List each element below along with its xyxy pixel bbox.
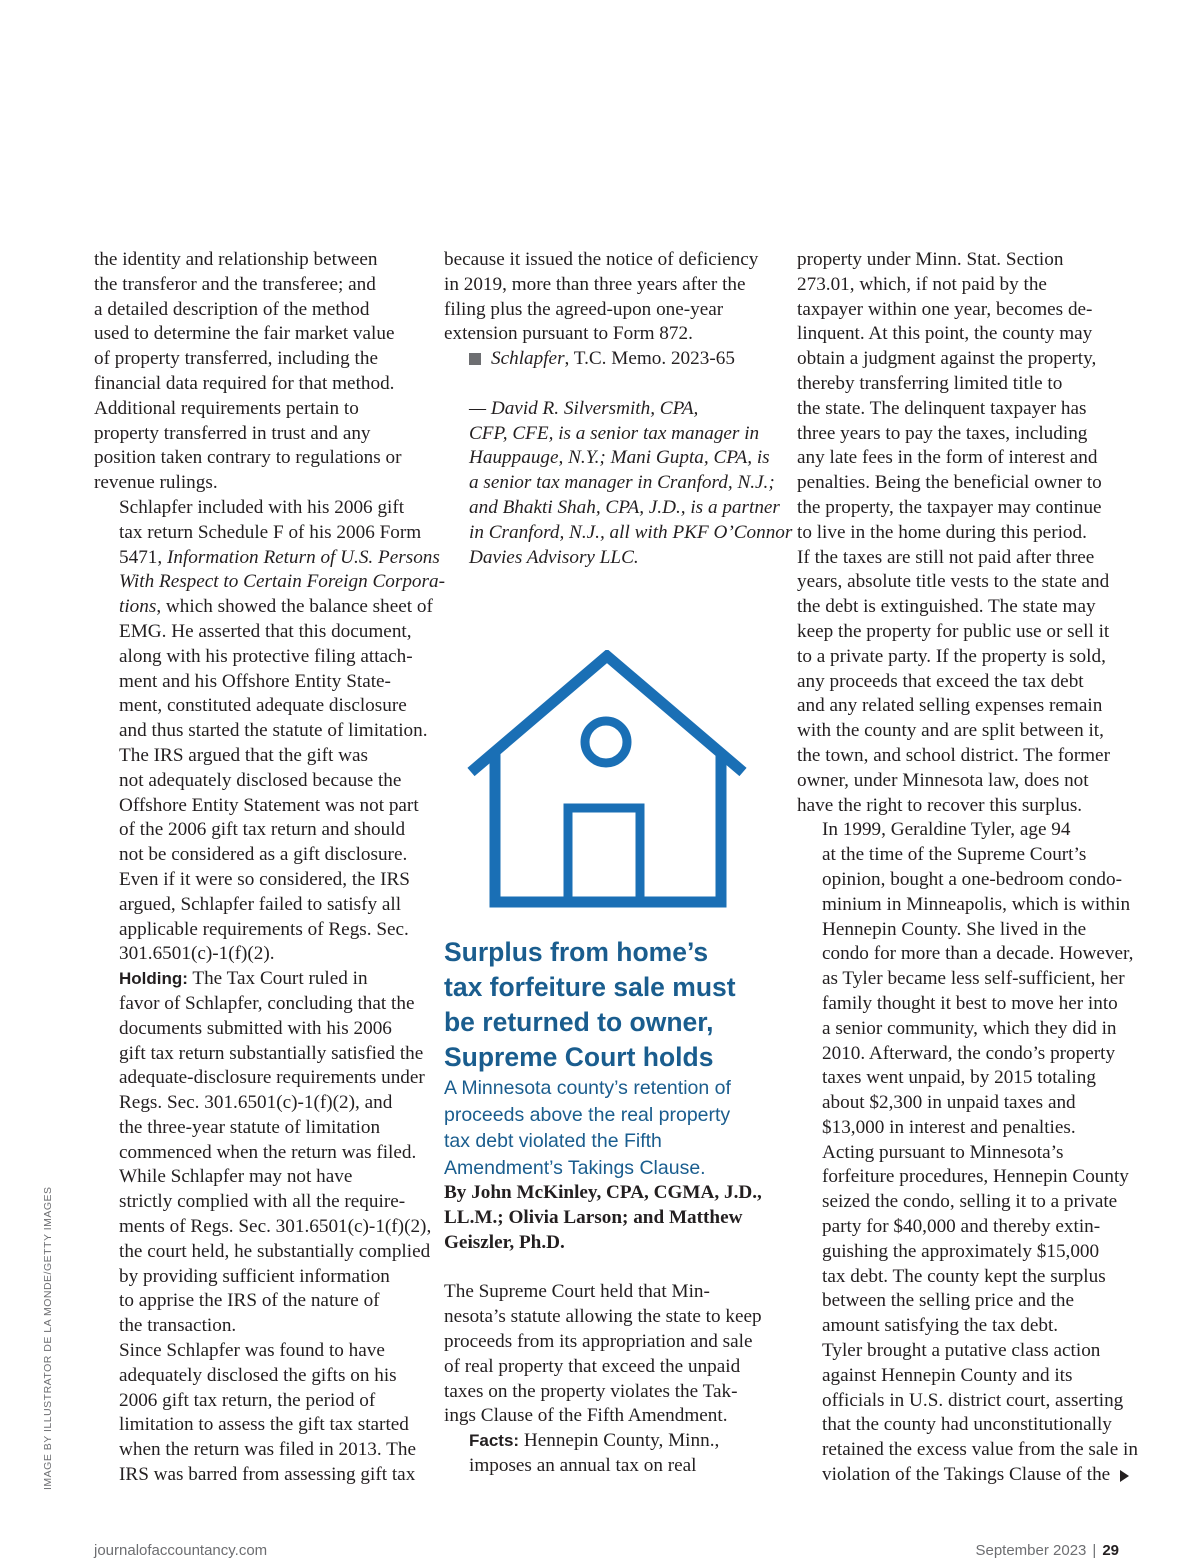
text-line: applicable requirements of Regs. Sec. (119, 918, 409, 940)
text-line: IRS was barred from assessing gift tax (119, 1464, 416, 1486)
issue-date: September 2023 (975, 1542, 1087, 1559)
text-line: adequate-disclosure requirements under (119, 1067, 425, 1089)
text-line: In 1999, Geraldine Tyler, age 94 (822, 819, 1071, 841)
case-citation: Schlapfer, T.C. Memo. 2023-65 (444, 347, 778, 372)
text-line: obtain a judgment against the property, (797, 348, 1097, 370)
text-line: years, absolute title vests to the state and (797, 571, 1110, 593)
text-line: filing plus the agreed-upon one-year (444, 298, 724, 320)
text-line: and Bhakti Shah, CPA, J.D., is a partner (469, 496, 780, 518)
headline (444, 935, 784, 1075)
text-line: the transferor and the transferee; and (94, 273, 376, 295)
text-line: LL.M.; Olivia Larson; and Matthew (444, 1206, 743, 1228)
text-line: when the return was filed in 2013. The (119, 1439, 416, 1461)
holding-label: Holding: (119, 969, 188, 989)
text-line: a senior community, which they did in (822, 1017, 1117, 1039)
text-line: — David R. Silversmith, CPA, (469, 397, 699, 419)
paragraph: Tyler brought a putative class action against Hennepin County and its officials in U.S. district court, asserting that the county had unconstitutionally retained the excess value from the sale in violation of the Takings Clause of the (797, 1339, 1127, 1488)
text-line: the property, the taxpayer may continue (797, 496, 1102, 518)
text-line: be returned to owner, (444, 1007, 714, 1037)
text-line: the state. The delinquent taxpayer has (797, 397, 1087, 419)
text-line: the debt is extinguished. The state may (797, 596, 1096, 618)
text-line: have the right to recover this surplus. (797, 794, 1083, 816)
text-line: Davies Advisory LLC. (469, 546, 639, 568)
form-title: tions (119, 596, 157, 618)
paragraph (797, 1141, 1127, 1339)
text-line: as Tyler became less self-sufficient, her (822, 968, 1125, 990)
text-line: to live in the home during this period. (797, 521, 1087, 543)
text-line: linquent. At this point, the county may (797, 323, 1093, 345)
paragraph (94, 248, 428, 496)
text-line: proceeds from its appropriation and sale (444, 1330, 753, 1352)
text-line: The Supreme Court held that Min- (444, 1281, 710, 1303)
text-line: the town, and school district. The former (797, 744, 1110, 766)
text-line: officials in U.S. district court, asserting (822, 1389, 1124, 1411)
text-line: to apprise the IRS of the nature of (119, 1290, 380, 1312)
text-line: EMG. He asserted that this document, (119, 620, 412, 642)
text-line: If the taxes are still not paid after three (797, 546, 1095, 568)
square-bullet-icon (469, 353, 481, 365)
text-line: ings Clause of the Fifth Amendment. (444, 1405, 728, 1427)
text-line: 2006 gift tax return, the period of (119, 1389, 376, 1411)
article-authors (444, 1181, 784, 1255)
text-line: used to determine the fair market value (94, 323, 395, 345)
text-line: any proceeds that exceed the tax debt (797, 670, 1084, 692)
text-line: because it issued the notice of deficiency (444, 249, 759, 270)
text-line: at the time of the Supreme Court’s (822, 844, 1087, 866)
text-line: the identity and relationship between (94, 249, 378, 270)
separator: | (1092, 1542, 1097, 1559)
text-line: By John McKinley, CPA, CGMA, J.D., (444, 1182, 762, 1203)
text-line: Surplus from home’s (444, 937, 709, 967)
text-line: ment, constituted adequate disclosure (119, 695, 407, 717)
text-line: forfeiture procedures, Hennepin County (822, 1166, 1129, 1188)
text-line: Offshore Entity Statement was not part (119, 794, 419, 816)
text-line: While Schlapfer may not have (119, 1166, 353, 1188)
text-line: keep the property for public use or sell it (797, 620, 1110, 642)
text-line: documents submitted with his 2006 (119, 1017, 392, 1039)
text-line: commenced when the return was filed. (119, 1141, 417, 1163)
text-line: to a private party. If the property is sold, (797, 645, 1106, 667)
text-line: ment and his Offshore Entity State- (119, 670, 391, 692)
text-line: in Cranford, N.J., all with PKF O’Connor (469, 521, 793, 543)
footer-site: journalofaccountancy.com (94, 1542, 268, 1559)
text-line: Regs. Sec. 301.6501(c)-1(f)(2), and (119, 1092, 393, 1114)
text-line: favor of Schlapfer, concluding that the (119, 992, 415, 1014)
facts-label: Facts: (469, 1431, 520, 1451)
text-line: position taken contrary to regulations or (94, 447, 402, 469)
text-line: CFP, CFE, is a senior tax manager in (469, 422, 760, 444)
dek (444, 1075, 784, 1181)
text-line: the transaction. (119, 1315, 237, 1337)
text-line: minium in Minneapolis, which is within (822, 893, 1131, 915)
text-line: 273.01, which, if not paid by the (797, 273, 1047, 295)
text-line: not adequately disclosed because the (119, 769, 402, 791)
paragraph (797, 818, 1134, 1140)
page-number: 29 (1102, 1542, 1119, 1559)
text-line: by providing sufficient information (119, 1265, 390, 1287)
text-line: nesota’s statute allowing the state to keep (444, 1306, 762, 1328)
text-line: Since Schlapfer was found to have (119, 1340, 385, 1362)
text-line: Even if it were so considered, the IRS (119, 868, 410, 890)
text-line: condo for more than a decade. However, (822, 943, 1134, 965)
text-line: retained the excess value from the sale in (822, 1439, 1138, 1461)
paragraph: Schlapfer included with his 2006 gift tax return Schedule F of his 2006 Form 5471, Information Return of U.S. Persons With Respect to Certain Foreign Corpora- tions, which showed the balance sheet of EMG. He asserted that this document, along with his protective filing attach- ment and his Offshore Entity State- ment, constituted adequate disclosure and thus started the statute of limitation. (94, 496, 428, 744)
text-line: along with his protective filing attach- (119, 645, 413, 667)
text-line: of property transferred, including the (94, 348, 378, 370)
form-title: With Respect to Certain Foreign Corpora- (119, 571, 445, 593)
text-line: seized the condo, selling it to a private (822, 1191, 1118, 1213)
text-line: argued, Schlapfer failed to satisfy all (119, 893, 402, 915)
text-line: $13,000 in interest and penalties. (822, 1116, 1076, 1138)
text-line: between the selling price and the (822, 1290, 1075, 1312)
text-line: the court held, he substantially complied (119, 1240, 431, 1262)
text-line: limitation to assess the gift tax started (119, 1414, 409, 1436)
text-line: tax debt violated the Fifth (444, 1130, 662, 1152)
column-1 (94, 248, 445, 1488)
text-line: adequately disclosed the gifts on his (119, 1364, 397, 1386)
paragraph (444, 248, 778, 347)
text-line: ments of Regs. Sec. 301.6501(c)-1(f)(2), (119, 1216, 432, 1238)
text-line: Geiszler, Ph.D. (444, 1231, 565, 1253)
text-line: against Hennepin County and its (822, 1364, 1073, 1386)
text-line: a detailed description of the method (94, 298, 370, 320)
text-line: family thought it best to move her into (822, 992, 1118, 1014)
house-icon (465, 650, 750, 912)
text-line: Hauppauge, N.Y.; Mani Gupta, CPA, is (469, 447, 770, 469)
continue-arrow-icon (1120, 1470, 1129, 1482)
text-line: not be considered as a gift disclosure. (119, 844, 408, 866)
text-line: of the 2006 gift tax return and should (119, 819, 406, 841)
column-3 (797, 248, 1138, 1488)
footer-page-info (975, 1542, 1119, 1559)
text-line: revenue rulings. (94, 472, 218, 494)
text-line: penalties. Being the beneficial owner to (797, 472, 1102, 494)
text-line: property transferred in trust and any (94, 422, 371, 444)
column-2 (444, 248, 793, 570)
text-line: imposes an annual tax on real (469, 1454, 697, 1476)
text-line: extension pursuant to Form 872. (444, 323, 693, 345)
text-line: a senior tax manager in Cranford, N.J.; (469, 472, 775, 494)
form-title: Information Return of U.S. Persons (166, 546, 440, 568)
text-line: A Minnesota county’s retention of (444, 1077, 731, 1099)
text-line: taxes on the property violates the Tak- (444, 1380, 738, 1402)
paragraph (94, 1165, 432, 1339)
text-line: amount satisfying the tax debt. (822, 1315, 1059, 1337)
text-line: Supreme Court holds (444, 1042, 714, 1072)
paragraph (94, 1339, 428, 1488)
text-line: Additional requirements pertain to (94, 397, 359, 419)
text-line: in 2019, more than three years after the (444, 273, 746, 295)
paragraph (94, 744, 428, 967)
paragraph (444, 1280, 784, 1429)
text-line: and any related selling expenses remain (797, 695, 1103, 717)
text-line: financial data required for that method. (94, 372, 395, 394)
text-line: opinion, bought a one-bedroom condo- (822, 868, 1123, 890)
paragraph (797, 248, 1127, 818)
text-line: the three-year statute of limitation (119, 1116, 381, 1138)
article-surplus (444, 935, 784, 1479)
text-line: The IRS argued that the gift was (119, 744, 369, 766)
author-byline (444, 397, 793, 571)
text-line: tax debt. The county kept the surplus (822, 1265, 1106, 1287)
text-line: Amendment’s Takings Clause. (444, 1156, 706, 1179)
text-line: Acting pursuant to Minnesota’s (822, 1141, 1064, 1163)
text-line: Hennepin County. She lived in the (822, 918, 1087, 940)
text-line: proceeds above the real property (444, 1103, 731, 1126)
text-line: taxpayer within one year, becomes de- (797, 298, 1093, 320)
text-line: taxes went unpaid, by 2015 totaling (822, 1067, 1096, 1089)
text-line: of real property that exceed the unpaid (444, 1355, 741, 1377)
text-line: owner, under Minnesota law, does not (797, 769, 1089, 791)
text-line: thereby transferring limited title to (797, 372, 1063, 394)
text-line: that the county had unconstitutionally (822, 1414, 1112, 1436)
image-credit: IMAGE BY ILLUSTRATOR DE LA MONDE/GETTY IMAGES (42, 1186, 54, 1490)
text-line: guishing the approximately $15,000 (822, 1240, 1100, 1262)
facts-paragraph: Facts: Hennepin County, Minn., imposes an annual tax on real (444, 1429, 784, 1479)
text-line: any late fees in the form of interest and (797, 447, 1098, 469)
holding-paragraph: Holding: The Tax Court ruled in favor of Schlapfer, concluding that the documents submitted with his 2006 gift tax return substantially satisfied the adequate-disclosure requirements under Regs. Sec. 301.6501(c)-1(f)(2), and the three-year statute of limitation commenced when the return was filed. (94, 967, 428, 1165)
text-line: 2010. Afterward, the condo’s property (822, 1042, 1116, 1064)
text-line: 301.6501(c)-1(f)(2). (119, 943, 275, 965)
text-line: about $2,300 in unpaid taxes and (822, 1092, 1076, 1114)
text-line: with the county and are split between it, (797, 720, 1104, 742)
text-line: gift tax return substantially satisfied the (119, 1042, 424, 1064)
text-line: strictly complied with all the require- (119, 1191, 406, 1213)
text-line: property under Minn. Stat. Section (797, 249, 1064, 270)
text-line: three years to pay the taxes, including (797, 422, 1088, 444)
text-line: party for $40,000 and thereby extin- (822, 1216, 1101, 1238)
text-line: tax forfeiture sale must (444, 972, 736, 1002)
text-line: and thus started the statute of limitation. (119, 720, 428, 742)
text-line: Tyler brought a putative class action (822, 1340, 1101, 1362)
